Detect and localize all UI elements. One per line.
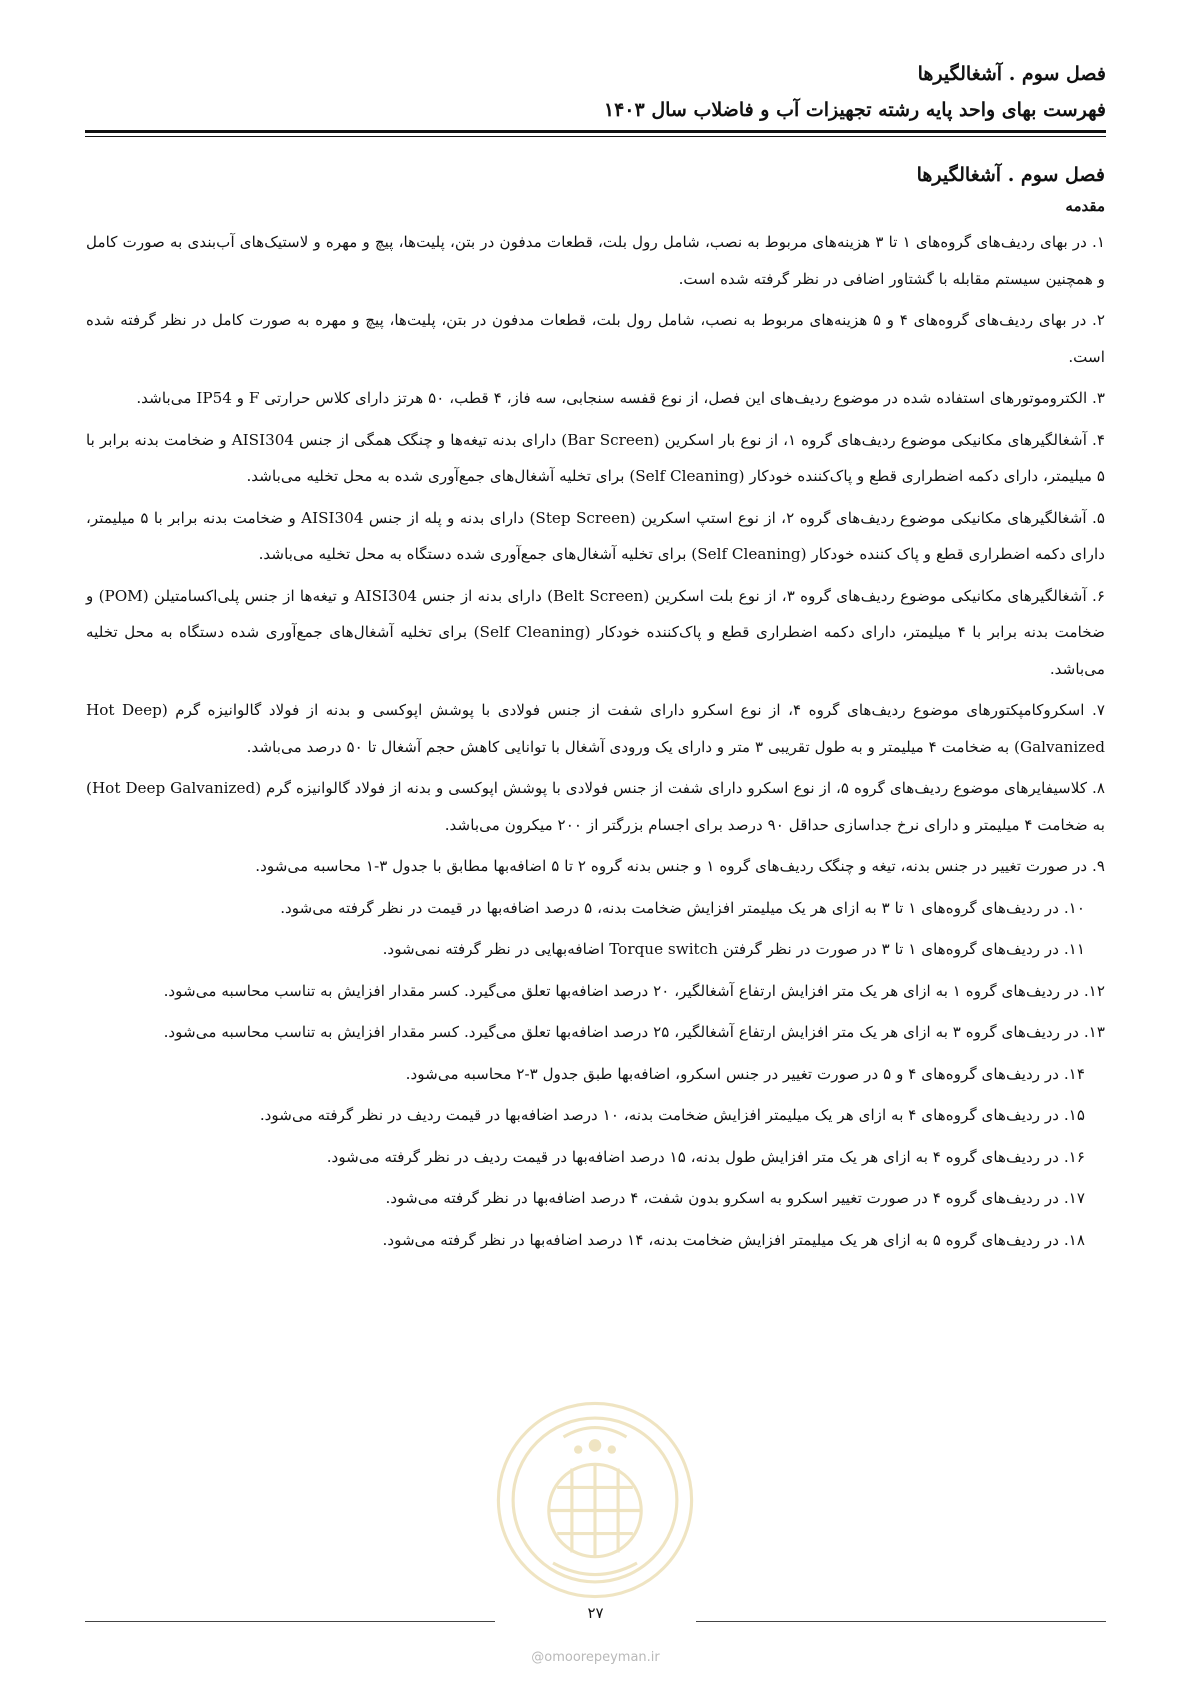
page-body <box>86 158 1105 1263</box>
seal-stamp-icon <box>490 1395 700 1605</box>
paragraph-5: ۵. آشغالگیرهای مکانیکی موضوع ردیف‌های گروه ۲، از نوع استپ اسکرین (Step Screen) دارای بدنه و پله از جنس AISI304 و ضخامت بدنه برابر با ۵ میلیمتر، دارای دکمه اضطراری قطع و پاک کننده خودکار (Self Cleaning) برای تخلیه آشغال‌های جمع‌آوری شده دستگاه به محل تخلیه می‌باشد. <box>86 508 1105 563</box>
paragraph-16: ۱۶. در ردیف‌های گروه ۴ به ازای هر یک متر افزایش طول بدنه، ۱۵ درصد اضافه‌بها در قیمت ردیف در نظر گرفته می‌شود. <box>326 1147 1085 1166</box>
paragraph-12: ۱۲. در ردیف‌های گروه ۱ به ازای هر یک متر افزایش ارتفاع آشغالگیر، ۲۰ درصد اضافه‌بها تعلق می‌گیرد. کسر مقدار افزایش به تناسب محاسبه می‌شود. <box>163 981 1105 1000</box>
paragraph-2: ۲. در بهای ردیف‌های گروه‌های ۴ و ۵ هزینه‌های مربوط به نصب، شامل رول بلت، قطعات مدفون در بتن، پلیت‌ها، پیچ و مهره به صورت کامل در نظر گرفته شده است. <box>86 311 1105 366</box>
paragraph-6: ۶. آشغالگیرهای مکانیکی موضوع ردیف‌های گروه ۳، از نوع بلت اسکرین (Belt Screen) دارای بدنه از جنس AISI304 و تیغه‌ها از جنس پلی‌اکسامتیلن (POM) و ضخامت بدنه برابر با ۴ میلیمتر، دارای دکمه اضطراری قطع و پاک‌کننده خودکار (Self Cleaning) برای تخلیه آشغال‌های جمع‌آوری شده دستگاه به محل تخلیه می‌باشد. <box>86 586 1105 678</box>
paragraph-8: ۸. کلاسیفایرهای موضوع ردیف‌های گروه ۵، از نوع اسکرو دارای شفت از جنس فولادی با پوشش اپوکسی و بدنه از فولاد گالوانیزه گرم (Hot Deep Galvanized) به ضخامت ۴ میلیمتر و دارای نرخ جداسازی حداقل ۹۰ درصد برای اجسام بزرگتر از ۲۰۰ میکرون می‌باشد. <box>86 779 1105 834</box>
paragraph-18: ۱۸. در ردیف‌های گروه ۵ به ازای هر یک میلیمتر افزایش ضخامت بدنه، ۱۴ درصد اضافه‌بها در نظر گرفته می‌شود. <box>382 1230 1085 1249</box>
paragraph-4: ۴. آشغالگیرهای مکانیکی موضوع ردیف‌های گروه ۱، از نوع بار اسکرین (Bar Screen) دارای بدنه تیغه‌ها و چنگک همگی از جنس AISI304 و ضخامت بدنه برابر با ۵ میلیمتر، دارای دکمه اضطراری قطع و پاک‌کننده خودکار (Self Cleaning) برای تخلیه آشغال‌های جمع‌آوری شده به محل تخلیه می‌باشد. <box>86 430 1105 485</box>
page-number: ۲۷ <box>587 1604 604 1622</box>
paragraph-15: ۱۵. در ردیف‌های گروه‌های ۴ به ازای هر یک میلیمتر افزایش ضخامت بدنه، ۱۰ درصد اضافه‌بها در قیمت ردیف در نظر گرفته می‌شود. <box>259 1106 1085 1124</box>
section-title: فصل سوم . آشغالگیرها <box>916 164 1105 186</box>
section-subheading: مقدمه <box>1065 197 1105 215</box>
paragraph-10: ۱۰. در ردیف‌های گروه‌های ۱ تا ۳ به ازای هر یک میلیمتر افزایش ضخامت بدنه، ۵ درصد اضافه‌بها در قیمت در نظر گرفته می‌شود. <box>280 898 1085 917</box>
watermark-text: @omoorepeyman.ir <box>531 1650 660 1665</box>
header-catalog-line: فهرست بهای واحد پایه رشته تجهیزات آب و فاضلاب سال ۱۴۰۳ <box>603 99 1106 121</box>
paragraph-13: ۱۳. در ردیف‌های گروه ۳ به ازای هر یک متر افزایش ارتفاع آشغالگیر، ۲۵ درصد اضافه‌بها تعلق می‌گیرد. کسر مقدار افزایش به تناسب محاسبه می‌شود. <box>163 1023 1105 1041</box>
paragraph-7: ۷. اسکروکامپکتورهای موضوع ردیف‌های گروه ۴، از نوع اسکرو دارای شفت از جنس فولادی با پوشش اپوکسی و بدنه از فولاد گالوانیزه گرم (Hot Deep Galvanized) به ضخامت ۴ میلیمتر و به طول تقریبی ۳ متر و دارای یک ورودی آشغال با توانایی کاهش حجم آشغال تا ۵۰ درصد می‌باشد. <box>86 701 1105 756</box>
paragraph-11: ۱۱. در ردیف‌های گروه‌های ۱ تا ۳ در صورت در نظر گرفتن Torque switch اضافه‌بهایی در نظر گرفته نمی‌شود. <box>382 940 1085 958</box>
running-header <box>85 56 1106 128</box>
header-rule <box>85 130 1106 133</box>
header-rule-thin <box>85 136 1106 137</box>
paragraph-14: ۱۴. در ردیف‌های گروه‌های ۴ و ۵ در صورت تغییر در جنس اسکرو، اضافه‌بها طبق جدول ۳-۲ محاسبه می‌شود. <box>405 1064 1085 1083</box>
header-chapter-line: فصل سوم . آشغالگیرها <box>917 63 1106 85</box>
paragraph-9: ۹. در صورت تغییر در جنس بدنه، تیغه و چنگک ردیف‌های گروه ۱ و جنس بدنه گروه ۲ تا ۵ اضافه‌بها مطابق با جدول ۳-۱ محاسبه می‌شود. <box>255 857 1105 875</box>
paragraph-1: ۱. در بهای ردیف‌های گروه‌های ۱ تا ۳ هزینه‌های مربوط به نصب، شامل رول بلت، قطعات مدفون در بتن، پلیت‌ها، پیچ و مهره و لاستیک‌های آب‌بندی به صورت کامل و همچنین سیستم مقابله با گشتاور اضافی در نظر گرفته شده است. <box>86 233 1105 288</box>
paragraph-17: ۱۷. در ردیف‌های گروه ۴ در صورت تغییر اسکرو به اسکرو بدون شفت، ۴ درصد اضافه‌بها در نظر گرفته می‌شود. <box>385 1189 1085 1207</box>
paragraph-3: ۳. الکتروموتورهای استفاده شده در موضوع ردیف‌های این فصل، از نوع قفسه سنجابی، سه فاز، ۴ قطب، ۵۰ هرتز دارای کلاس حرارتی F و IP54 می‌باشد. <box>136 389 1105 407</box>
